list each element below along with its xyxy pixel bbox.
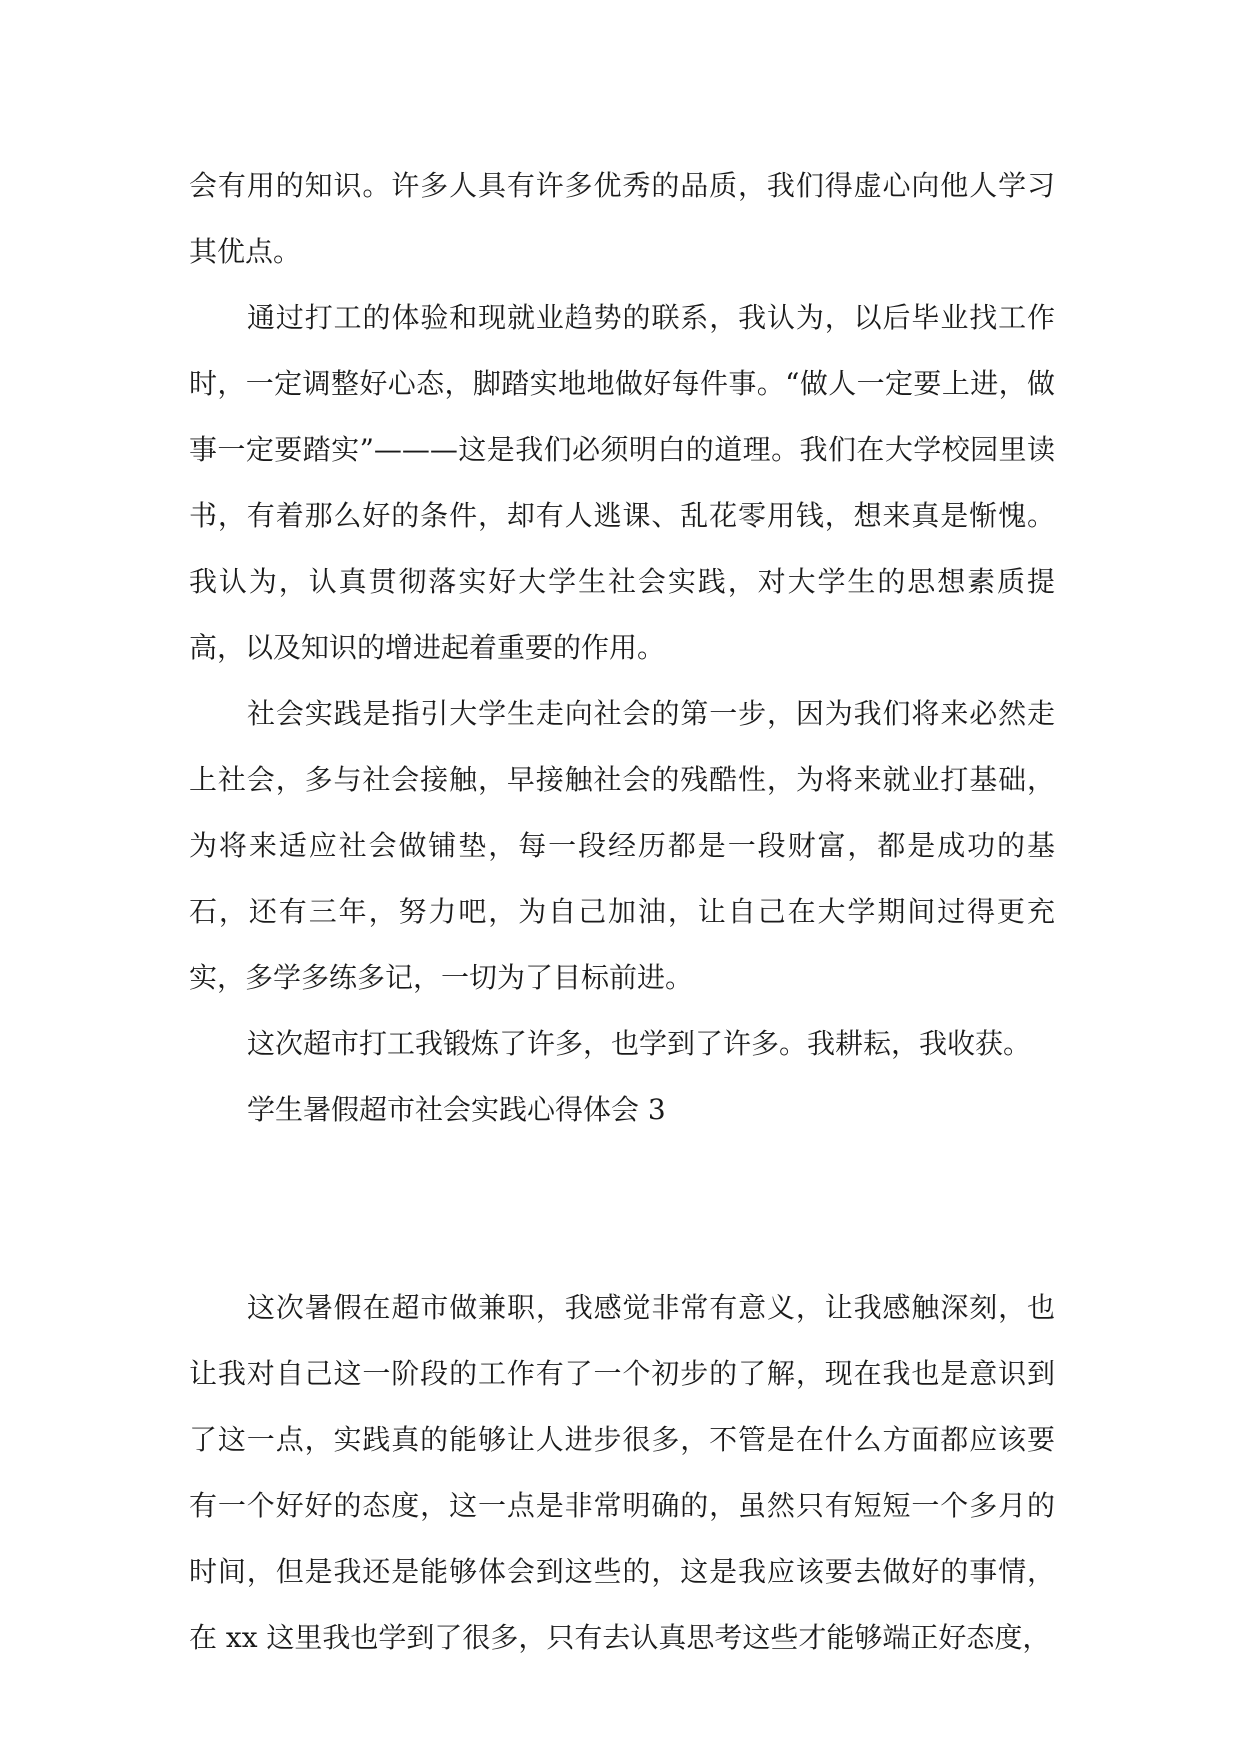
- paragraph-social-practice: 社会实践是指引大学生走向社会的第一步，因为我们将来必然走上社会，多与社会接触，早接触社会的残酷性，为将来就业打基础，为将来适应社会做铺垫，每一段经历都是一段财富，都是成功的基石，还有三年，努力吧，为自己加油，让自己在大学期间过得更充实，多学多练多记，一切为了目标前进。: [189, 697, 1055, 994]
- paragraph-work-attitude: 通过打工的体验和现就业趋势的联系，我认为，以后毕业找工作时，一定调整好心态，脚踏实地地做好每件事。“做人一定要上进，做事一定要踏实”———这是我们必须明白的道理。我们在大学校园里读书，有着那么好的条件，却有人逃课、乱花零用钱，想来真是惭愧。我认为，认真贯彻落实好大学生社会实践，对大学生的思想素质提高，以及知识的增进起着重要的作用。: [189, 301, 1055, 664]
- paragraph-continuation: 会有用的知识。许多人具有许多优秀的品质，我们得虚心向他人学习其优点。: [189, 169, 1055, 268]
- paragraph-section-three: 这次暑假在超市做兼职，我感觉非常有意义，让我感触深刻，也让我对自己这一阶段的工作有了一个初步的了解，现在我也是意识到了这一点，实践真的能够让人进步很多，不管是在什么方面都应该要有一个好好的态度，这一点是非常明确的，虽然只有短短一个多月的时间，但是我还是能够体会到这些的，这是我应该要去做好的事情，在 xx 这里我也学到了很多，只有去认真思考这些才能够端正好态度，: [189, 1291, 1055, 1654]
- section-title: 学生暑假超市社会实践心得体会 3: [247, 1093, 666, 1126]
- paragraph-summary: 这次超市打工我锻炼了许多，也学到了许多。我耕耘，我收获。: [247, 1027, 1032, 1060]
- document-body: [189, 153, 1055, 1671]
